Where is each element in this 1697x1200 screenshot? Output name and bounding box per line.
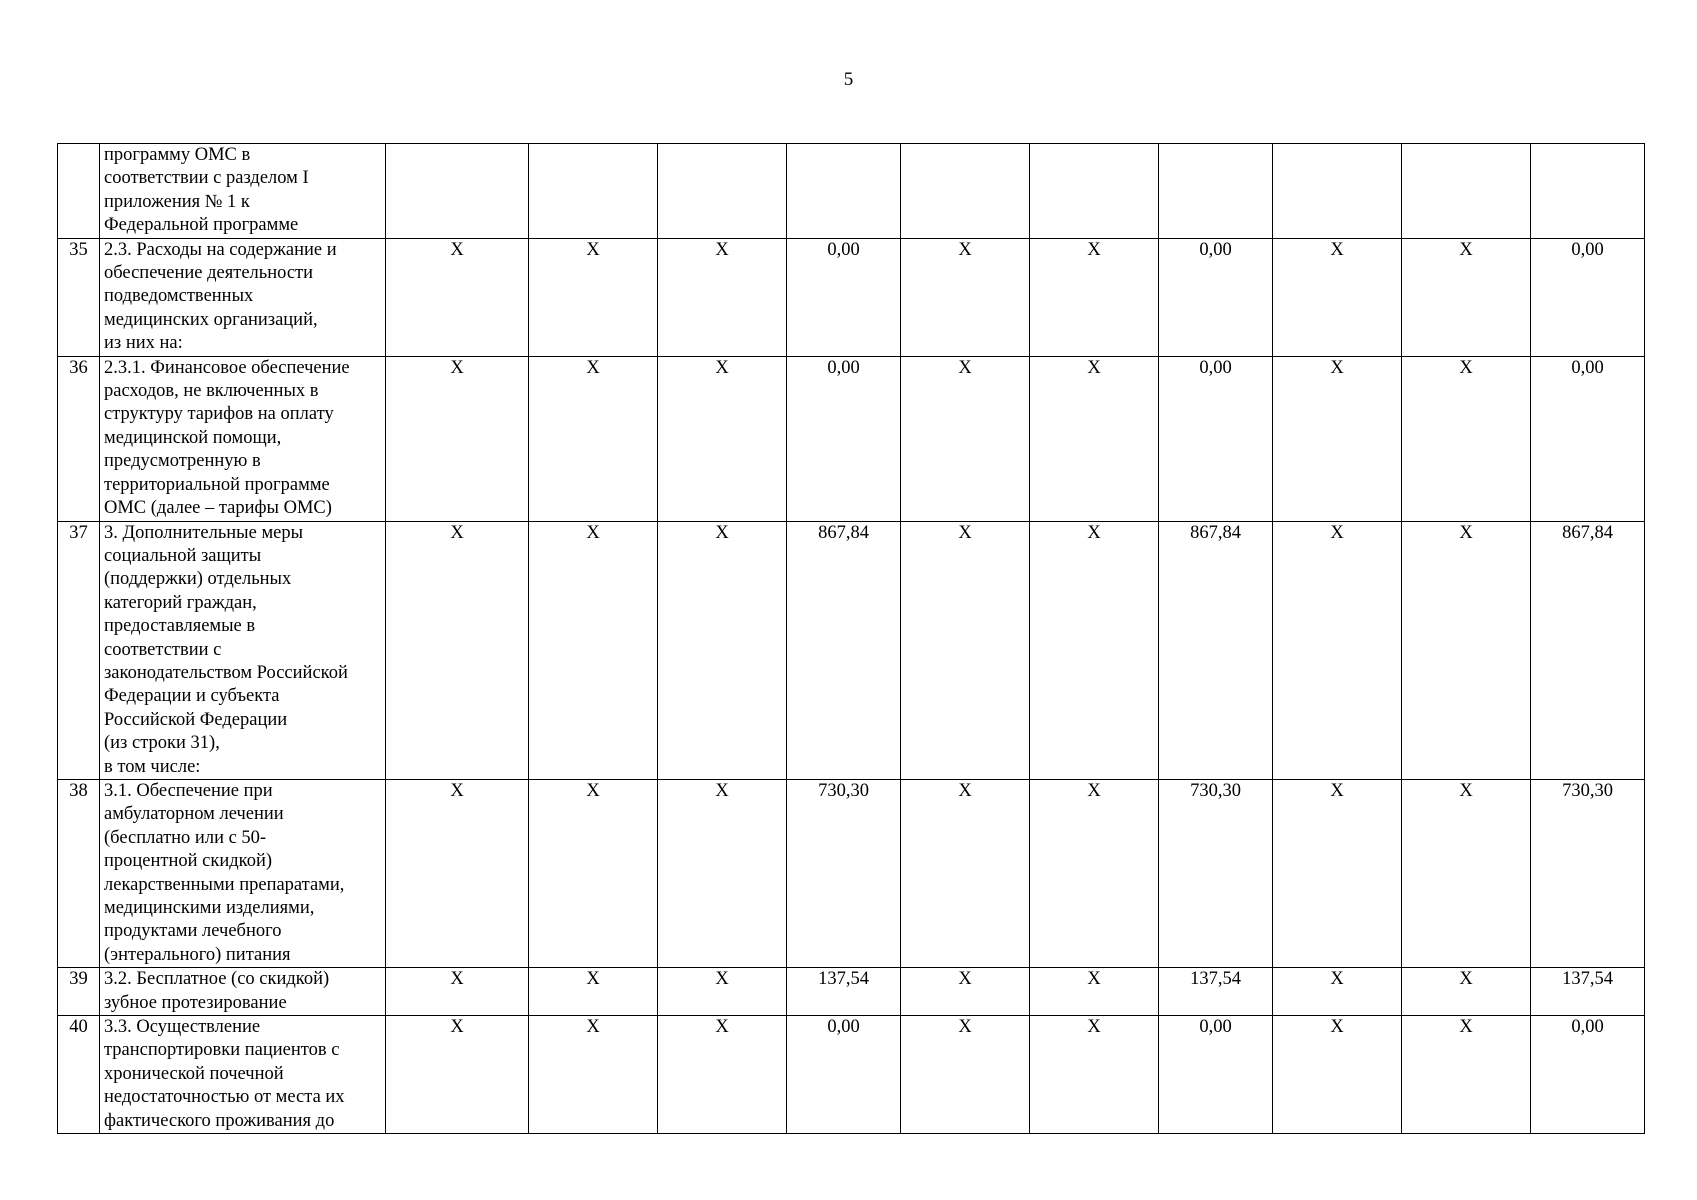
value-cell: X: [386, 356, 529, 521]
description-line: фактического проживания до: [104, 1110, 335, 1131]
page-number: 5: [843, 69, 854, 90]
description-line: недостаточностью от места их: [104, 1087, 345, 1108]
value-cell: 0,00: [787, 238, 901, 356]
description-line: законодательством Российской: [104, 662, 348, 683]
value-cell: X: [1030, 968, 1159, 1016]
description-line: Федерации и субъекта: [104, 686, 280, 707]
value-cell: X: [901, 968, 1030, 1016]
value-cell: [787, 144, 901, 239]
value-cell: 137,54: [1159, 968, 1273, 1016]
description-line: амбулаторном лечении: [104, 804, 284, 825]
table-row: [58, 238, 1645, 356]
description-line: медицинской помощи,: [104, 427, 282, 448]
value-cell: X: [658, 1016, 787, 1134]
description-line: расходов, не включенных в: [104, 381, 319, 402]
value-cell: [1402, 144, 1531, 239]
value-cell: X: [1273, 356, 1402, 521]
row-number-cell: [58, 144, 100, 239]
value-cell: X: [529, 356, 658, 521]
data-table: [57, 143, 1645, 1134]
description-line: 3.1. Обеспечение при: [104, 780, 273, 801]
value-cell: X: [1402, 968, 1531, 1016]
value-cell: X: [386, 521, 529, 779]
value-cell: X: [1030, 521, 1159, 779]
value-cell: X: [658, 779, 787, 967]
value-cell: X: [901, 779, 1030, 967]
value-cell: X: [658, 521, 787, 779]
description-line: лекарственными препаратами,: [104, 874, 345, 895]
row-description-cell: [100, 356, 386, 521]
description-line: подведомственных: [104, 286, 254, 307]
row-number-cell: 40: [58, 1016, 100, 1134]
value-cell: 0,00: [1159, 356, 1273, 521]
value-cell: [1030, 144, 1159, 239]
description-line: 3.3. Осуществление: [104, 1017, 261, 1038]
value-cell: 730,30: [1531, 779, 1645, 967]
value-cell: X: [1402, 779, 1531, 967]
value-cell: [1159, 144, 1273, 239]
value-cell: X: [1273, 779, 1402, 967]
value-cell: 137,54: [787, 968, 901, 1016]
table-body: [58, 144, 1645, 1134]
value-cell: [1273, 144, 1402, 239]
value-cell: X: [1030, 1016, 1159, 1134]
value-cell: X: [529, 521, 658, 779]
row-description-cell: [100, 521, 386, 779]
description-line: категорий граждан,: [104, 592, 257, 613]
table-row: [58, 968, 1645, 1016]
value-cell: X: [1402, 1016, 1531, 1134]
value-cell: X: [1030, 779, 1159, 967]
table-row: [58, 779, 1645, 967]
value-cell: X: [529, 238, 658, 356]
value-cell: X: [658, 356, 787, 521]
value-cell: 0,00: [1531, 356, 1645, 521]
value-cell: X: [1273, 238, 1402, 356]
row-description-cell: [100, 238, 386, 356]
value-cell: X: [1273, 1016, 1402, 1134]
description-line: соответствии с разделом I: [104, 168, 309, 189]
value-cell: X: [529, 968, 658, 1016]
value-cell: X: [1030, 238, 1159, 356]
description-line: медицинских организаций,: [104, 309, 318, 330]
value-cell: X: [1402, 521, 1531, 779]
value-cell: 730,30: [1159, 779, 1273, 967]
value-cell: X: [529, 1016, 658, 1134]
value-cell: 137,54: [1531, 968, 1645, 1016]
value-cell: X: [658, 238, 787, 356]
value-cell: X: [386, 968, 529, 1016]
value-cell: X: [1402, 238, 1531, 356]
description-line: (энтерального) питания: [104, 944, 291, 965]
value-cell: 0,00: [1159, 1016, 1273, 1134]
description-line: медицинскими изделиями,: [104, 898, 315, 918]
description-line: из них на:: [104, 333, 183, 354]
description-line: 2.3. Расходы на содержание и: [104, 239, 337, 260]
description-line: 3. Дополнительные меры: [104, 522, 304, 543]
row-number-cell: 37: [58, 521, 100, 779]
description-line: предоставляемые в: [104, 616, 256, 637]
value-cell: [386, 144, 529, 239]
description-line: зубное протезирование: [104, 992, 287, 1013]
description-line: (бесплатно или с 50-: [104, 827, 267, 848]
description-line: программу ОМС в: [104, 145, 251, 165]
description-line: (из строки 31),: [104, 733, 220, 754]
description-line: 2.3.1. Финансовое обеспечение: [104, 357, 350, 378]
value-cell: [1531, 144, 1645, 239]
value-cell: X: [1030, 356, 1159, 521]
description-line: соответствии с: [104, 639, 222, 660]
row-description-cell: [100, 779, 386, 967]
description-line: транспортировки пациентов с: [104, 1040, 340, 1061]
description-line: структуру тарифов на оплату: [104, 404, 334, 425]
table-row: [58, 144, 1645, 239]
row-description-cell: [100, 968, 386, 1016]
value-cell: 0,00: [787, 1016, 901, 1134]
value-cell: X: [1273, 968, 1402, 1016]
value-cell: X: [658, 968, 787, 1016]
description-line: социальной защиты: [104, 545, 262, 566]
description-line: 3.2. Бесплатное (со скидкой): [104, 969, 330, 990]
row-number-cell: 39: [58, 968, 100, 1016]
value-cell: X: [1273, 521, 1402, 779]
description-line: территориальной программе: [104, 474, 330, 495]
description-line: процентной скидкой): [104, 851, 273, 872]
table-row: [58, 356, 1645, 521]
value-cell: X: [901, 1016, 1030, 1134]
table-row: [58, 521, 1645, 779]
value-cell: 867,84: [787, 521, 901, 779]
value-cell: 730,30: [787, 779, 901, 967]
value-cell: X: [529, 779, 658, 967]
value-cell: X: [901, 521, 1030, 779]
row-number-cell: 35: [58, 238, 100, 356]
table-row: [58, 1016, 1645, 1134]
value-cell: [901, 144, 1030, 239]
value-cell: X: [386, 238, 529, 356]
value-cell: X: [1402, 356, 1531, 521]
description-line: приложения № 1 к: [104, 191, 250, 212]
description-line: ОМС (далее – тарифы ОМС): [104, 498, 332, 519]
description-line: Федеральной программе: [104, 215, 299, 236]
value-cell: X: [386, 779, 529, 967]
description-line: продуктами лечебного: [104, 921, 282, 942]
row-description-cell: [100, 144, 386, 239]
value-cell: X: [386, 1016, 529, 1134]
row-description-cell: [100, 1016, 386, 1134]
description-line: хронической почечной: [104, 1063, 284, 1084]
row-number-cell: 36: [58, 356, 100, 521]
description-line: Российской Федерации: [104, 709, 288, 730]
value-cell: 0,00: [787, 356, 901, 521]
description-line: (поддержки) отдельных: [104, 569, 292, 590]
description-line: обеспечение деятельности: [104, 263, 314, 284]
value-cell: X: [901, 356, 1030, 521]
value-cell: [658, 144, 787, 239]
description-line: в том числе:: [104, 756, 201, 777]
value-cell: [529, 144, 658, 239]
value-cell: 0,00: [1531, 238, 1645, 356]
value-cell: 0,00: [1159, 238, 1273, 356]
value-cell: 867,84: [1531, 521, 1645, 779]
row-number-cell: 38: [58, 779, 100, 967]
value-cell: X: [901, 238, 1030, 356]
value-cell: 867,84: [1159, 521, 1273, 779]
value-cell: 0,00: [1531, 1016, 1645, 1134]
description-line: предусмотренную в: [104, 451, 261, 472]
